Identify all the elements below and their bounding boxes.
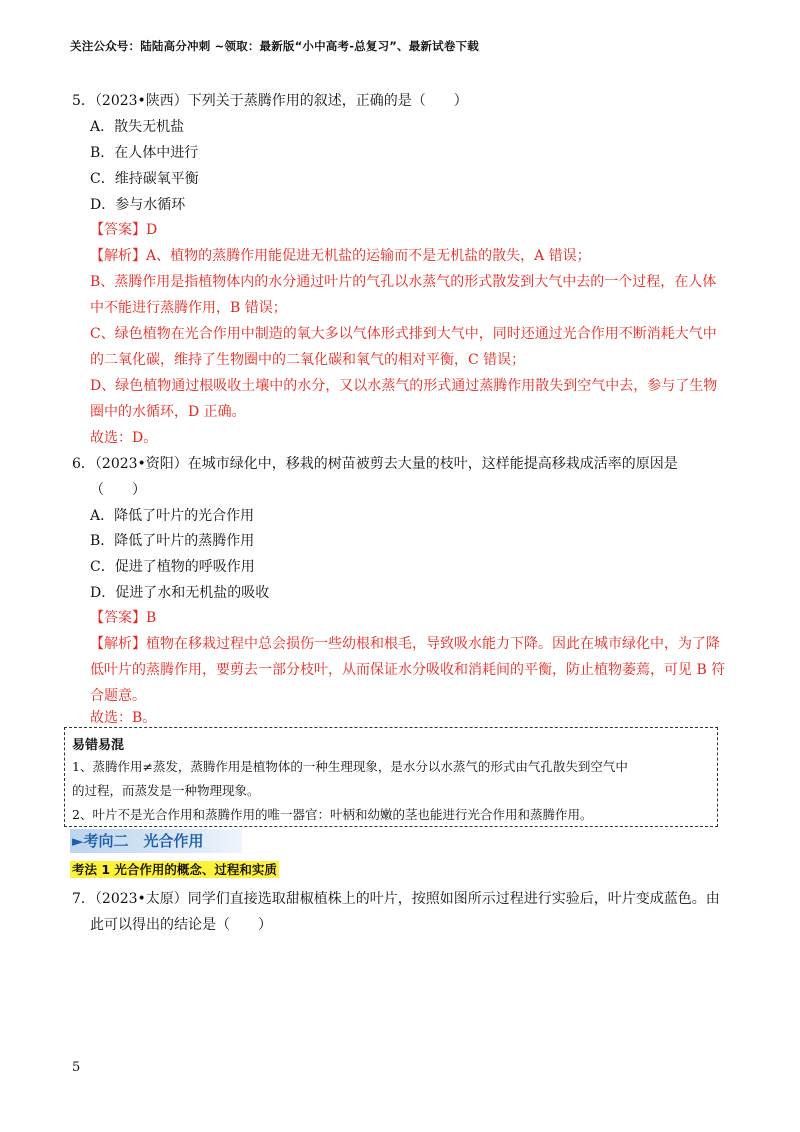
tip-line-2: 的过程，而蒸发是一种物理现象。 <box>72 783 260 798</box>
answer-value: D <box>146 222 158 238</box>
section-heading: ►考向二 光合作用 <box>70 829 242 853</box>
analysis-text: A、植物的蒸腾作用能促进无机盐的运输而不是无机盐的散失，A 错误； <box>146 248 591 264</box>
question-5-analysis-line-6: D、绿色植物通过根吸收土壤中的水分，又以水蒸气的形式通过蒸腾作用散失到空气中去，参与了生物 <box>90 378 718 394</box>
question-7-stem-line-2: 此可以得出的结论是（ ） <box>90 917 272 933</box>
question-5-analysis-line-3: 中不能进行蒸腾作用，B 错误； <box>90 300 287 316</box>
analysis-tag: 【解析】 <box>90 636 146 652</box>
question-5-stem: 5．（2023•陕西）下列关于蒸腾作用的叙述，正确的是（ ） <box>72 93 468 109</box>
question-6-option-d: D．促进了水和无机盐的吸收 <box>90 585 270 601</box>
question-6-stem-line-1: 6．（2023•资阳）在城市绿化中，移栽的树苗被剪去大量的枝叶，这样能提高移栽成活率的原因是 <box>72 456 678 472</box>
question-6-analysis-line-2: 低叶片的蒸腾作用，要剪去一部分枝叶，从而保证水分吸收和消耗间的平衡，防止植物萎蔫，可见 B 符 <box>90 662 726 678</box>
question-6-analysis-line-3: 合题意。 <box>90 688 146 704</box>
question-5-option-b: B．在人体中进行 <box>90 145 199 161</box>
question-6-conclusion: 故选：B。 <box>90 710 157 726</box>
page-number: 5 <box>72 1060 81 1075</box>
page-header: 关注公众号：陆陆高分冲刺 ~领取：最新版“小中高考-总复习”、最新试卷下载 <box>70 39 479 53</box>
question-5-option-c: C．维持碳氧平衡 <box>90 171 199 187</box>
question-7-stem-line-1: 7．（2023•太原）同学们直接选取甜椒植株上的叶片，按照如图所示过程进行实验后，叶片变成蓝色。由 <box>72 891 720 907</box>
question-5-option-d: D．参与水循环 <box>90 197 186 213</box>
question-5-analysis-line-2: B、蒸腾作用是指植物体内的水分通过叶片的气孔以水蒸气的形式散发到大气中去的一个过程，在人体 <box>90 274 717 290</box>
answer-tag: 【答案】 <box>90 222 146 238</box>
question-5-option-a: A．散失无机盐 <box>90 119 185 135</box>
tip-line-3: 2、叶片不是光合作用和蒸腾作用的唯一器官：叶柄和幼嫩的茎也能进行光合作用和蒸腾作用。 <box>72 807 593 822</box>
question-5-analysis-line-1 <box>90 245 591 265</box>
answer-value: B <box>146 610 157 626</box>
common-mistakes-title: 易错易混 <box>72 738 125 753</box>
question-6-answer <box>90 607 156 627</box>
question-6-stem-line-2: （ ） <box>90 482 146 498</box>
question-6-option-b: B．降低了叶片的蒸腾作用 <box>90 533 255 549</box>
question-5-analysis-line-4: C、绿色植物在光合作用中制造的氧大多以气体形式排到大气中，同时还通过光合作用不断消耗大气中 <box>90 326 717 342</box>
topic-highlight: 考法 1 光合作用的概念、过程和实质 <box>72 862 277 877</box>
question-5-conclusion: 故选：D。 <box>90 430 158 446</box>
analysis-text: 植物在移栽过程中总会损伤一些幼根和根毛，导致吸水能力下降。因此在城市绿化中，为了降 <box>146 636 720 652</box>
question-6-analysis-line-1 <box>90 633 720 653</box>
question-6-option-a: A．降低了叶片的光合作用 <box>90 508 255 524</box>
question-5-answer <box>90 219 157 239</box>
answer-tag: 【答案】 <box>90 610 146 626</box>
tip-line-1: 1、蒸腾作用≠蒸发，蒸腾作用是植物体的一种生理现象，是水分以水蒸气的形式由气孔散失到空气中 <box>72 759 628 774</box>
question-6-option-c: C．促进了植物的呼吸作用 <box>90 559 255 575</box>
analysis-tag: 【解析】 <box>90 248 146 264</box>
question-5-analysis-line-7: 圈中的水循环，D 正确。 <box>90 404 246 420</box>
question-5-analysis-line-5: 的二氧化碳，维持了生物圈中的二氧化碳和氧气的相对平衡，C 错误； <box>90 352 526 368</box>
